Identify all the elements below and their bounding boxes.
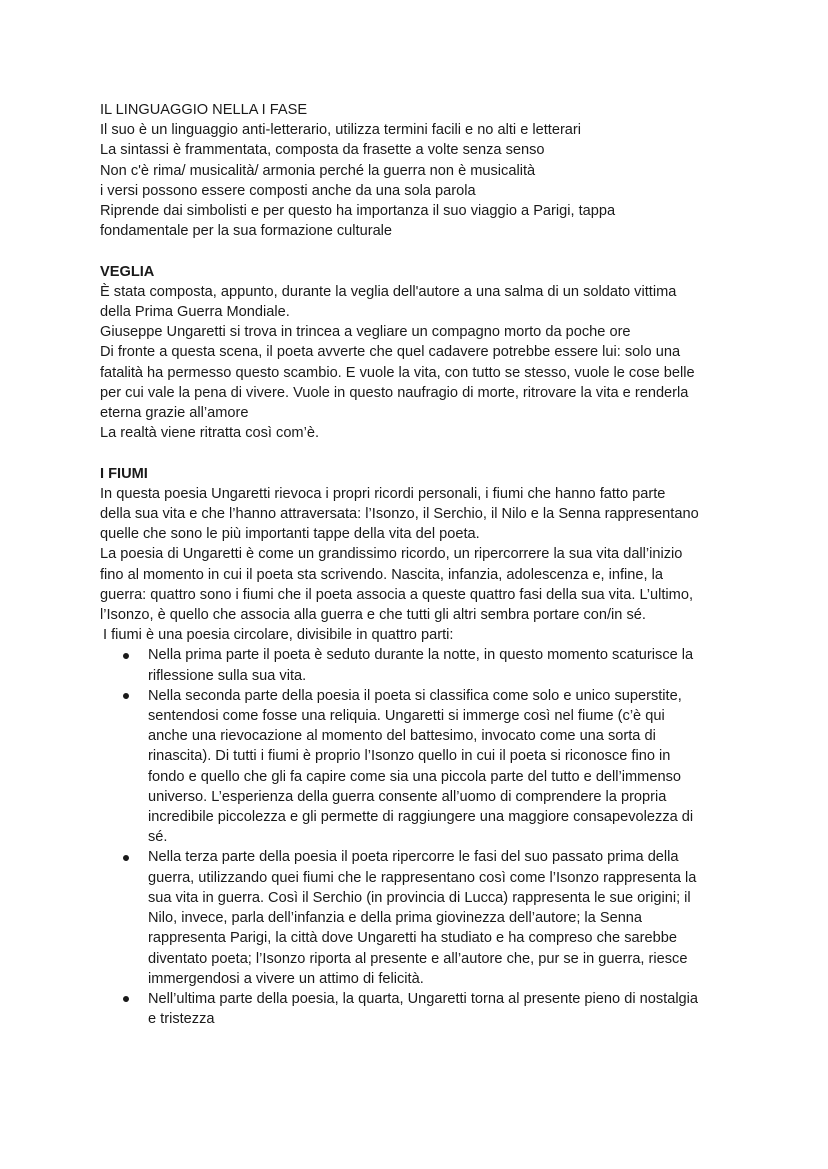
text-line: della sua vita e che l’hanno attraversata: l’Isonzo, il Serchio, il Nilo e la Senna rappresentano (100, 506, 699, 523)
text-line: Nilo, invece, parla dell’infanzia e della prima giovinezza dell’autore; la Senna (148, 910, 643, 927)
text-line: immergendosi a vivere un attimo di felicità. (148, 970, 424, 987)
text-line: e tristezza (148, 1011, 215, 1028)
document-page (100, 100, 730, 1029)
section-title-veglia: VEGLIA (100, 263, 155, 280)
text-line: rappresenta Parigi, la città dove Ungaretti ha studiato e ha compreso che sarebbe (148, 930, 677, 947)
text-line: In questa poesia Ungaretti rievoca i propri ricordi personali, i fiumi che hanno fatto parte (100, 485, 666, 502)
text-line: i versi possono essere composti anche da una sola parola (100, 182, 476, 199)
list-intro: I fiumi è una poesia circolare, divisibile in quattro parti: (103, 627, 454, 644)
bullet-icon (123, 855, 129, 861)
text-line: guerra, utilizzando quei fiumi che le rappresentano così come l’Isonzo rappresenta la (148, 869, 697, 886)
text-line: fondamentale per la sua formazione culturale (100, 223, 393, 240)
text-line: Nella seconda parte della poesia il poeta si classifica come solo e unico superstite, (148, 687, 682, 704)
section-title-linguaggio: IL LINGUAGGIO NELLA I FASE (100, 102, 308, 118)
text-line: Giuseppe Ungaretti si trova in trincea a vegliare un compagno morto da poche ore (100, 324, 631, 341)
section-veglia (100, 262, 730, 444)
text-line: rinascita). Di tutti i fiumi è proprio l’Isonzo quello in cui il poeta si riconosce fino in (148, 748, 671, 765)
text-line: Nella terza parte della poesia il poeta ripercorre le fasi del suo passato prima della (148, 849, 679, 866)
text-line: eterna grazie all’amore (100, 405, 249, 422)
list-item (100, 645, 730, 685)
text-line: sua vita in guerra. Così il Serchio (in provincia di Lucca) rappresenta le sue origini; il (148, 889, 691, 906)
text-line: La realtà viene ritratta così com’è. (100, 425, 320, 442)
text-line: Non c'è rima/ musicalità/ armonia perché la guerra non è musicalità (100, 162, 536, 179)
text-line: Di fronte a questa scena, il poeta avverte che quel cadavere potrebbe essere lui: solo una (100, 344, 681, 361)
list-item (100, 686, 730, 848)
text-line: della Prima Guerra Mondiale. (100, 304, 290, 321)
text-line: Riprende dai simbolisti e per questo ha importanza il suo viaggio a Parigi, tappa (100, 203, 616, 220)
list-item (100, 989, 730, 1029)
text-line: incredibile piccolezza e gli permette di raggiungere una maggiore consapevolezza di (148, 809, 694, 826)
text-line: Nell’ultima parte della poesia, la quarta, Ungaretti torna al presente pieno di nostalgia (148, 990, 699, 1007)
text-line: sé. (148, 829, 168, 846)
paragraph-gap (100, 443, 730, 463)
bullet-icon (123, 693, 129, 699)
bullet-list (100, 645, 730, 1029)
text-line: diventato poeta; l’Isonzo riporta al presente e all’autore che, pur se in guerra, riesce (148, 950, 688, 967)
text-line: universo. L’esperienza della guerra consente all’uomo di comprendere la propria (148, 788, 667, 805)
text-line: quelle che sono le più importanti tappe della vita del poeta. (100, 526, 480, 543)
section-fiumi (100, 464, 730, 1030)
text-line: guerra: quattro sono i fiumi che il poeta associa a queste quattro fasi della sua vita. L’ultimo, (100, 586, 694, 603)
text-line: Il suo è un linguaggio anti-letterario, utilizza termini facili e no alti e letterari (100, 122, 582, 139)
text-line: Nella prima parte il poeta è seduto durante la notte, in questo momento scaturisce la (148, 647, 694, 664)
list-item (100, 847, 730, 988)
text-line: l’Isonzo, è quello che associa alla guerra e che tutti gli altri sembra portare con/in sé. (100, 607, 646, 624)
bullet-icon (123, 653, 129, 659)
text-line: riflessione sulla sua vita. (148, 667, 307, 684)
text-line: anche una rievocazione al momento del battesimo, invocato come una sorta di (148, 728, 656, 745)
text-line: sentendosi come fosse una reliquia. Ungaretti si immerge così nel fiume (c’è qui (148, 708, 665, 725)
section-linguaggio (100, 100, 730, 241)
text-line: fino al momento in cui il poeta sta scrivendo. Nascita, infanzia, adolescenza e, infine, la (100, 566, 663, 583)
section-title-fiumi: I FIUMI (100, 465, 148, 482)
text-line: per cui vale la pena di vivere. Vuole in questo naufragio di morte, ritrovare la vita e renderla (100, 384, 689, 401)
paragraph-gap (100, 241, 730, 261)
text-line: È stata composta, appunto, durante la veglia dell'autore a una salma di un soldato vittima (100, 283, 677, 300)
bullet-icon (123, 996, 129, 1002)
text-line: fatalità ha permesso questo scambio. E vuole la vita, con tutto se stesso, vuole le cose belle (100, 364, 695, 381)
text-line: fondo e quello che gli fa capire come sia una piccola parte del tutto e dell’immenso (148, 768, 681, 785)
text-line: La poesia di Ungaretti è come un grandissimo ricordo, un ripercorrere la sua vita dall’inizio (100, 546, 683, 563)
text-line: La sintassi è frammentata, composta da frasette a volte senza senso (100, 142, 545, 159)
